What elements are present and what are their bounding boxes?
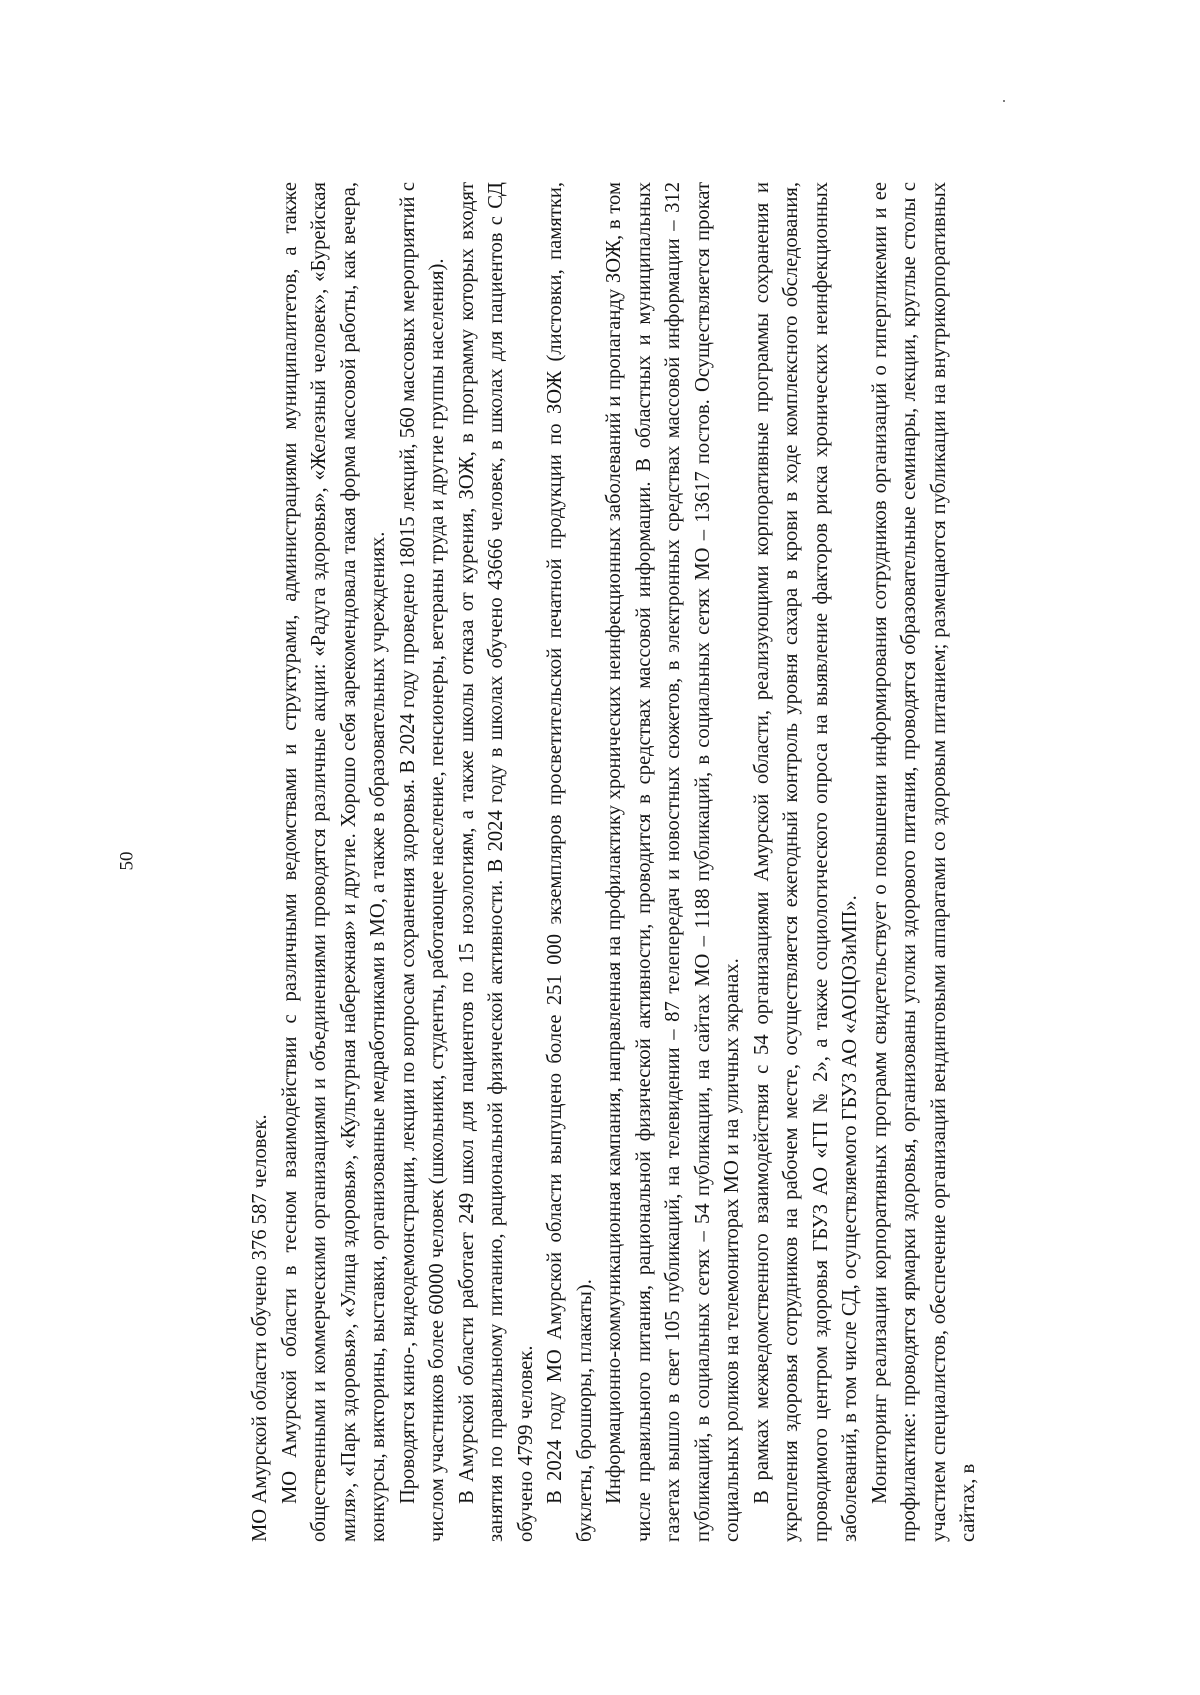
rotated-text-body — [246, 182, 979, 1542]
page-number: 50 — [116, 851, 138, 871]
paragraph: Мониторинг реализации корпоративных программ свидетельствует о повышении информирования сотрудников организаций о гипергликемии и ее профилактике: проводятся ярмарки здоровья, организованы уголки здорового питания, проводятся образовательные семинары, лекции, круглые столы с участием специалистов, обеспечение организаций вендинговыми аппаратами со здоровым питанием; размещаются публикации на внутрикорпоративных сайтах, в — [868, 182, 979, 1542]
paragraph: Проводятся кино-, видеодемонстрации, лекции по вопросам сохранения здоровья. В 2024 году проведено 18015 лекций, 560 массовых мероприятий с числом участников более 60000 человек (школьники, студенты, работающее население, пенсионеры, ветераны труда и другие группы населения). — [396, 182, 448, 1542]
paragraph: В рамках межведомственного взаимодействия с 54 организациями Амурской области, реализующими корпоративные программы сохранения и укрепления здоровья сотрудников на рабочем месте, осуществляется ежегодный контроль уровня сахара в крови в ходе комплексного обследования, проводимого центром здоровья ГБУЗ АО «ГП № 2», а также социологического опроса на выявление факторов риска хронических неинфекционных заболеваний, в том числе СД, осуществляемого ГБУЗ АО «АОЦОЗиМП». — [750, 182, 861, 1542]
paragraph: В Амурской области работает 249 школ для пациентов по 15 нозологиям, а также школы отказа от курения, ЗОЖ, в программу которых входят занятия по правильному питанию, рациональной физической активности. В 2024 году в школах обучено 43666 человек, в школах для пациентов с СД обучено 4799 человек. — [455, 182, 537, 1542]
paragraph: Информационно-коммуникационная кампания, направленная на профилактику хронических неинфекционных заболеваний и пропаганду ЗОЖ, в том числе правильного питания, рациональной физической активности, проводится в средствах массовой информации. В областных и муниципальных газетах вышло в свет 105 публикаций, на телевидении – 87 телепередач и новостных сюжетов, в электронных средствах массовой информации – 312 публикаций, в социальных сетях – 54 публикации, на сайтах МО – 1188 публикаций, в социальных сетях МО – 13617 постов. Осуществляется прокат социальных роликов на телемониторах МО и на уличных экранах. — [603, 182, 743, 1542]
paragraph: МО Амурской области в тесном взаимодействии с различными ведомствами и структурами, администрациями муниципалитетов, а также общественными и коммерческими организациями и объединениями проводятся различные акции: «Радуга здоровья», «Железный человек», «Бурейская миля», «Парк здоровья», «Улица здоровья», «Культурная набережная» и другие. Хорошо себя зарекомендовала такая форма массовой работы, как вечера, конкурсы, викторины, выставки, организованные медработниками в МО, а также в образовательных учреждениях. — [278, 182, 389, 1542]
paragraph: МО Амурской области обучено 376 587 человек. — [249, 1114, 271, 1542]
paragraph: В 2024 году МО Амурской области выпущено более 251 000 экземпляров просветительской печатной продукции по ЗОЖ (листовки, памятки, буклеты, брошюры, плакаты). — [544, 182, 596, 1542]
scan-speck — [1003, 100, 1005, 102]
